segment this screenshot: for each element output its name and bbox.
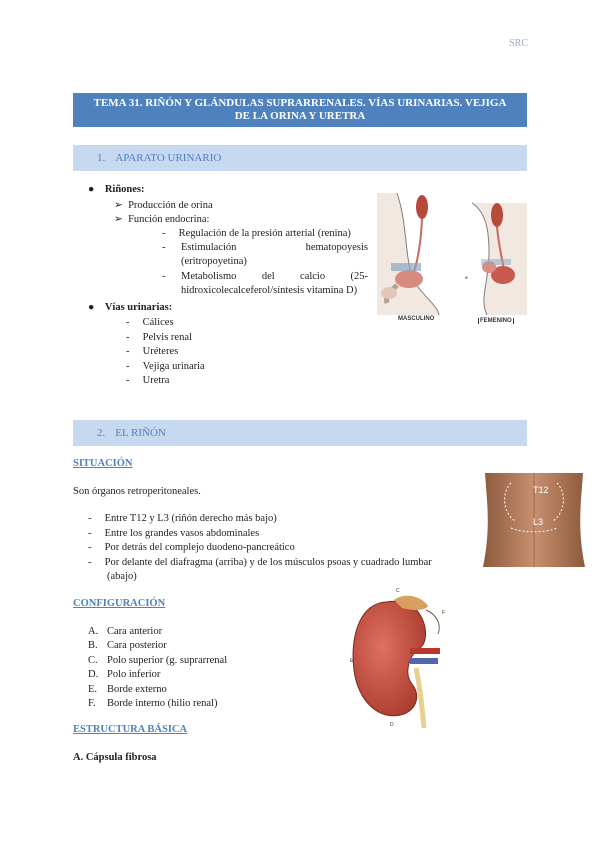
kidney-figure [346, 590, 456, 730]
sub-item: ➢ Función endocrina: [114, 214, 210, 225]
figure-label-mid: a [465, 275, 468, 281]
list-item: - Por delante del diafragma (arriba) y de los músculos psoas y cuadrado lumbar [88, 557, 432, 568]
list-item: A. Cara anterior [88, 626, 163, 637]
kidney-illustration [346, 590, 456, 730]
list-item: C. Polo superior (g. suprarrenal [88, 655, 228, 666]
function-item: - Estimulación hematopoyesis [162, 242, 368, 253]
list-item-cont: (abajo) [107, 571, 137, 582]
bullet-rinones: ● Riñones: [88, 184, 145, 195]
list-item: - Por detrás del complejo duodeno-pancreático [88, 542, 295, 553]
urinary-tract-figure [377, 193, 527, 333]
figure-label-c: C [396, 588, 400, 594]
sub-item: ➢ Producción de orina [114, 200, 213, 211]
section-heading-el-rinon: 2. EL RIÑÓN [73, 420, 527, 446]
urinary-tract-illustration [377, 193, 527, 333]
figure-label-l3: L3 [533, 517, 544, 527]
function-item-cont: hidroxicolecalceferol/síntesis vitamina D) [181, 285, 358, 296]
list-item: - Entre T12 y L3 (riñón derecho más bajo) [88, 513, 277, 524]
bullet-vias: ● Vías urinarias: [88, 302, 173, 313]
list-item: D. Polo inferior [88, 669, 161, 680]
subheading-configuracion: CONFIGURACIÓN [73, 598, 166, 609]
figure-label-d: D [390, 722, 394, 728]
list-item: - Entre los grandes vasos abdominales [88, 528, 260, 539]
function-item: - Regulación de la presión arterial (renina) [162, 228, 351, 239]
list-item: F. Borde interno (hilio renal) [88, 698, 218, 709]
figure-label-f: F [442, 610, 446, 616]
figure-label-male: MASCULINO [398, 316, 435, 322]
subheading-estructura: ESTRUCTURA BÁSICA [73, 724, 188, 735]
figure-label-e: E [350, 658, 354, 664]
list-item: - Cálices [126, 317, 174, 328]
list-item: B. Cara posterior [88, 640, 167, 651]
function-item: - Metabolismo del calcio (25- [162, 271, 368, 282]
back-figure [481, 473, 587, 567]
function-item-cont: (eritropoyetina) [181, 256, 247, 267]
figure-label-t12: T12 [533, 485, 549, 495]
header-tag: SRC [509, 38, 528, 49]
list-item: - Pelvis renal [126, 332, 192, 343]
page-title: TEMA 31. RIÑÓN Y GLÁNDULAS SUPRARRENALES. VÍAS URINARIAS. VEJIGA DE LA ORINA Y URETRA [73, 93, 527, 127]
list-item: E. Borde externo [88, 684, 167, 695]
section-heading-aparato-urinario: 1. APARATO URINARIO [73, 145, 527, 171]
subheading-situacion: SITUACIÓN [73, 458, 133, 469]
figure-label-female: FEMENINO [480, 318, 512, 324]
paragraph: Son órganos retroperitoneales. [73, 486, 201, 497]
list-item: - Uréteres [126, 346, 179, 357]
list-item: - Uretra [126, 375, 170, 386]
subsection-capsula: A. Cápsula fibrosa [73, 752, 157, 763]
list-item: - Vejiga urinaria [126, 361, 205, 372]
